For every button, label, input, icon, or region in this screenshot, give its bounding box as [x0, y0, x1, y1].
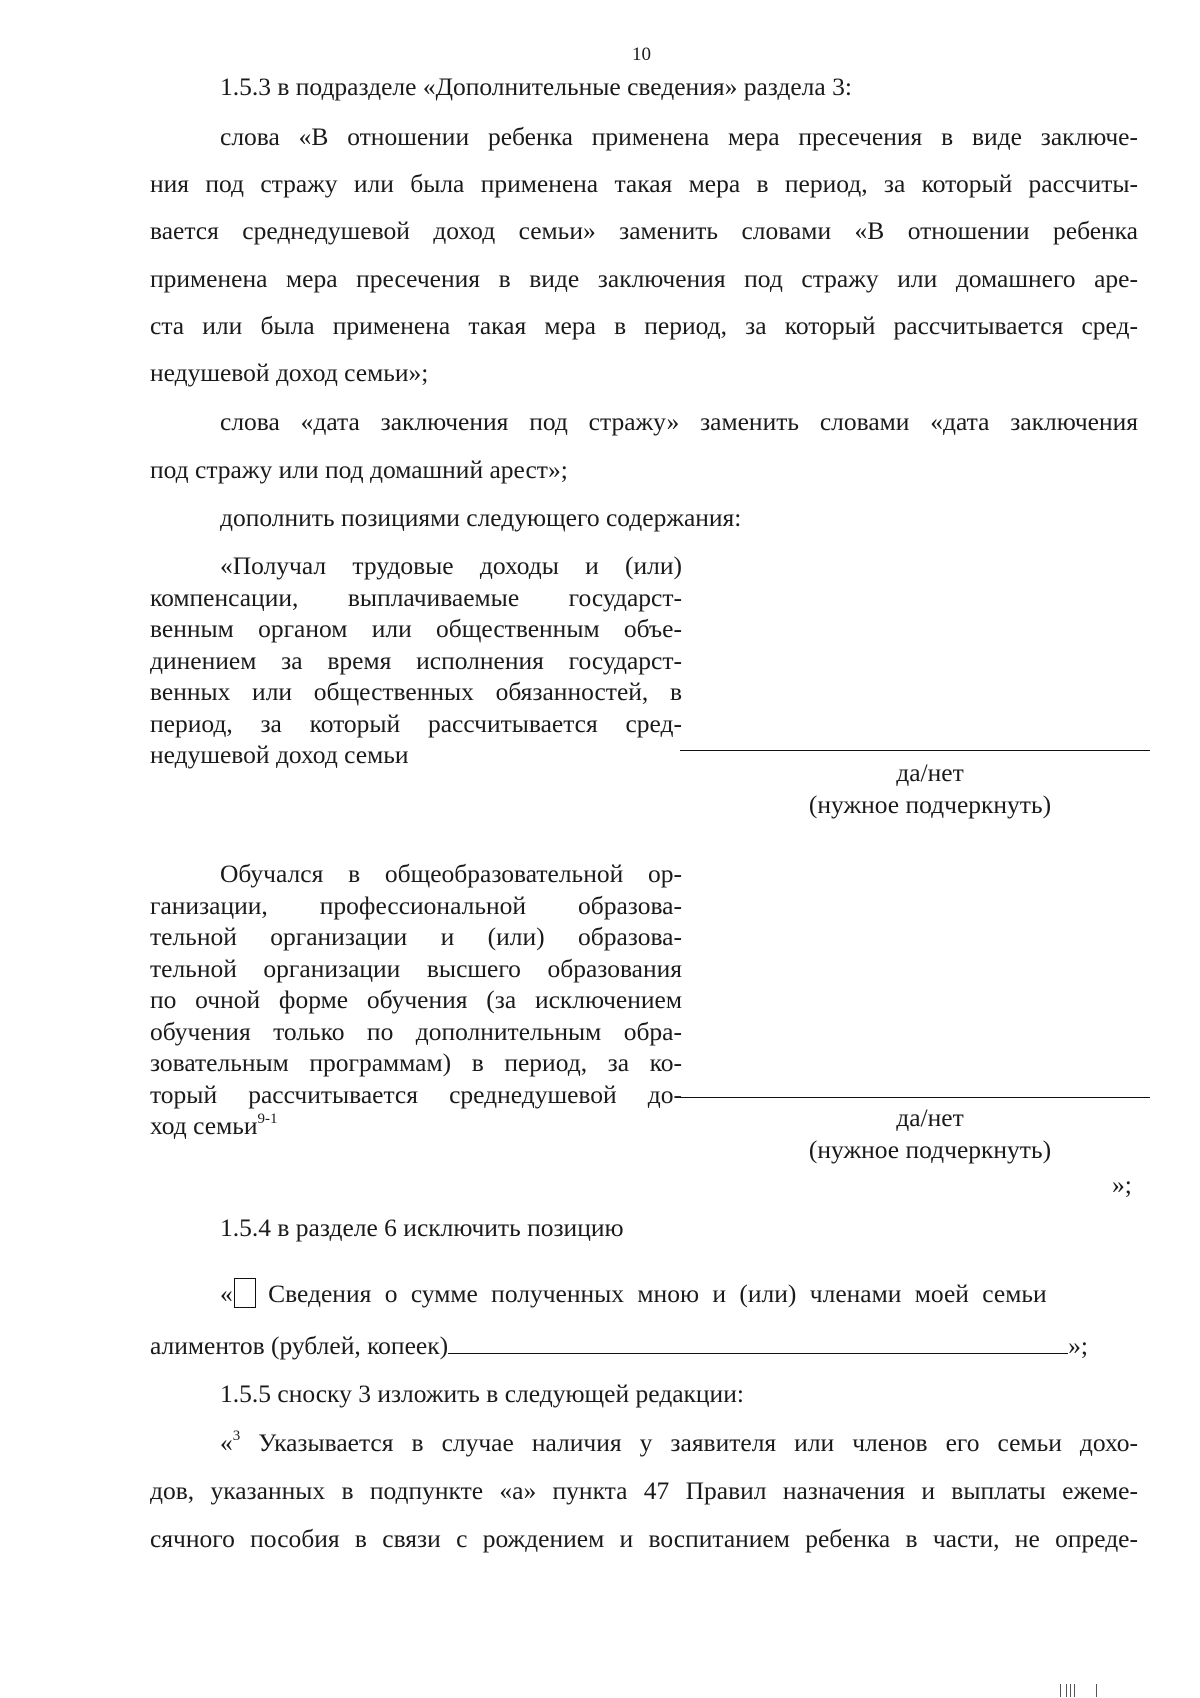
- text-line: «Получал трудовые доходы и (или): [220, 551, 682, 580]
- closing-quote: »;: [1112, 1170, 1132, 1199]
- text-line: слова «В отношении ребенка применена мера пресечения в виде заключе-: [220, 122, 1138, 151]
- checkbox: [234, 1278, 256, 1308]
- paragraph-1-5-5-heading: 1.5.5 сноску 3 изложить в следующей редакции:: [220, 1379, 744, 1408]
- text-fragment: Сведения о сумме полученных мною и (или) членами моей семьи: [268, 1279, 1047, 1308]
- text-line: тельной организации высшего образования: [150, 953, 682, 983]
- text-line: динением за время исполнения государст-: [150, 645, 682, 675]
- text-line: [220, 1428, 1138, 1458]
- footnote-reference: 9-1: [257, 1111, 278, 1127]
- text-line: ганизации, профессиональной образова-: [150, 890, 682, 920]
- text-line: слова «дата заключения под стражу» заменить словами «дата заключения: [220, 407, 1138, 436]
- text-fragment: Указывается в случае наличия у заявителя или членов его семьи дохо-: [258, 1428, 1138, 1457]
- text-line: ста или была применена такая мера в период, за который рассчитывается сред-: [150, 311, 1138, 340]
- text-line: по очной форме обучения (за исключением: [150, 985, 682, 1014]
- paragraph-1-5-4-heading: 1.5.4 в разделе 6 исключить позицию: [220, 1213, 624, 1242]
- text-line: венных или общественных обязанностей, в: [150, 677, 682, 706]
- open-quote: «: [220, 1279, 233, 1308]
- text-line: обучения только по дополнительным обра-: [150, 1016, 682, 1046]
- answer-line-2: [680, 1097, 1150, 1098]
- text-line: недушевой доход семьи: [150, 740, 409, 769]
- text-line: венным органом или общественным объе-: [150, 614, 682, 643]
- text-line: компенсации, выплачиваемые государст-: [150, 582, 682, 612]
- position-1-answer: да/нет: [896, 758, 964, 787]
- paragraph-1-5-3-heading: 1.5.3 в подразделе «Дополнительные сведения» раздела 3:: [220, 72, 852, 101]
- position-1-note: (нужное подчеркнуть): [808, 790, 1052, 819]
- text-line: ния под стражу или была применена такая мера в период, за который рассчиты-: [150, 169, 1138, 198]
- page-number: 10: [632, 44, 651, 65]
- text-line: под стражу или под домашний арест»;: [150, 455, 568, 484]
- text-line: недушевой доход семьи»;: [150, 358, 429, 387]
- footnote-number: 3: [232, 1428, 241, 1444]
- answer-line-1: [680, 750, 1150, 751]
- text-line: [150, 1110, 682, 1142]
- open-quote: «: [220, 1428, 233, 1457]
- close-quote: »;: [1068, 1331, 1088, 1360]
- text-line: вается среднедушевой доход семьи» заменить словами «В отношении ребенка: [150, 216, 1138, 245]
- text-line: сячного пособия в связи с рождением и воспитанием ребенка в части, не опреде-: [150, 1524, 1138, 1553]
- position-2-text: [150, 858, 682, 1142]
- excluded-position: [220, 1278, 1138, 1309]
- text-line: дов, указанных в подпункте «а» пункта 47 Правил назначения и выплаты ежеме-: [150, 1476, 1138, 1505]
- text-line: зовательным программам) в период, за ко-: [150, 1048, 682, 1077]
- scan-marks: [1060, 1684, 1100, 1698]
- text-line: Обучался в общеобразовательной ор-: [220, 859, 682, 888]
- text-line: торый рассчитывается среднедушевой до-: [150, 1079, 682, 1109]
- text-line: период, за который рассчитывается сред-: [150, 708, 682, 738]
- text-line: тельной организации и (или) образова-: [150, 922, 682, 951]
- position-1-text: [150, 550, 682, 771]
- position-2-note: (нужное подчеркнуть): [808, 1135, 1052, 1164]
- paragraph-add-positions: дополнить позициями следующего содержания:: [220, 503, 742, 532]
- position-2-answer: да/нет: [896, 1103, 964, 1132]
- blank-line: [448, 1331, 1068, 1354]
- text-line: применена мера пресечения в виде заключения под стражу или домашнего аре-: [150, 264, 1138, 293]
- text-fragment: алиментов (рублей, копеек): [150, 1331, 449, 1360]
- excluded-position-line-2: [150, 1331, 1088, 1361]
- text-fragment: ход семьи: [150, 1111, 258, 1140]
